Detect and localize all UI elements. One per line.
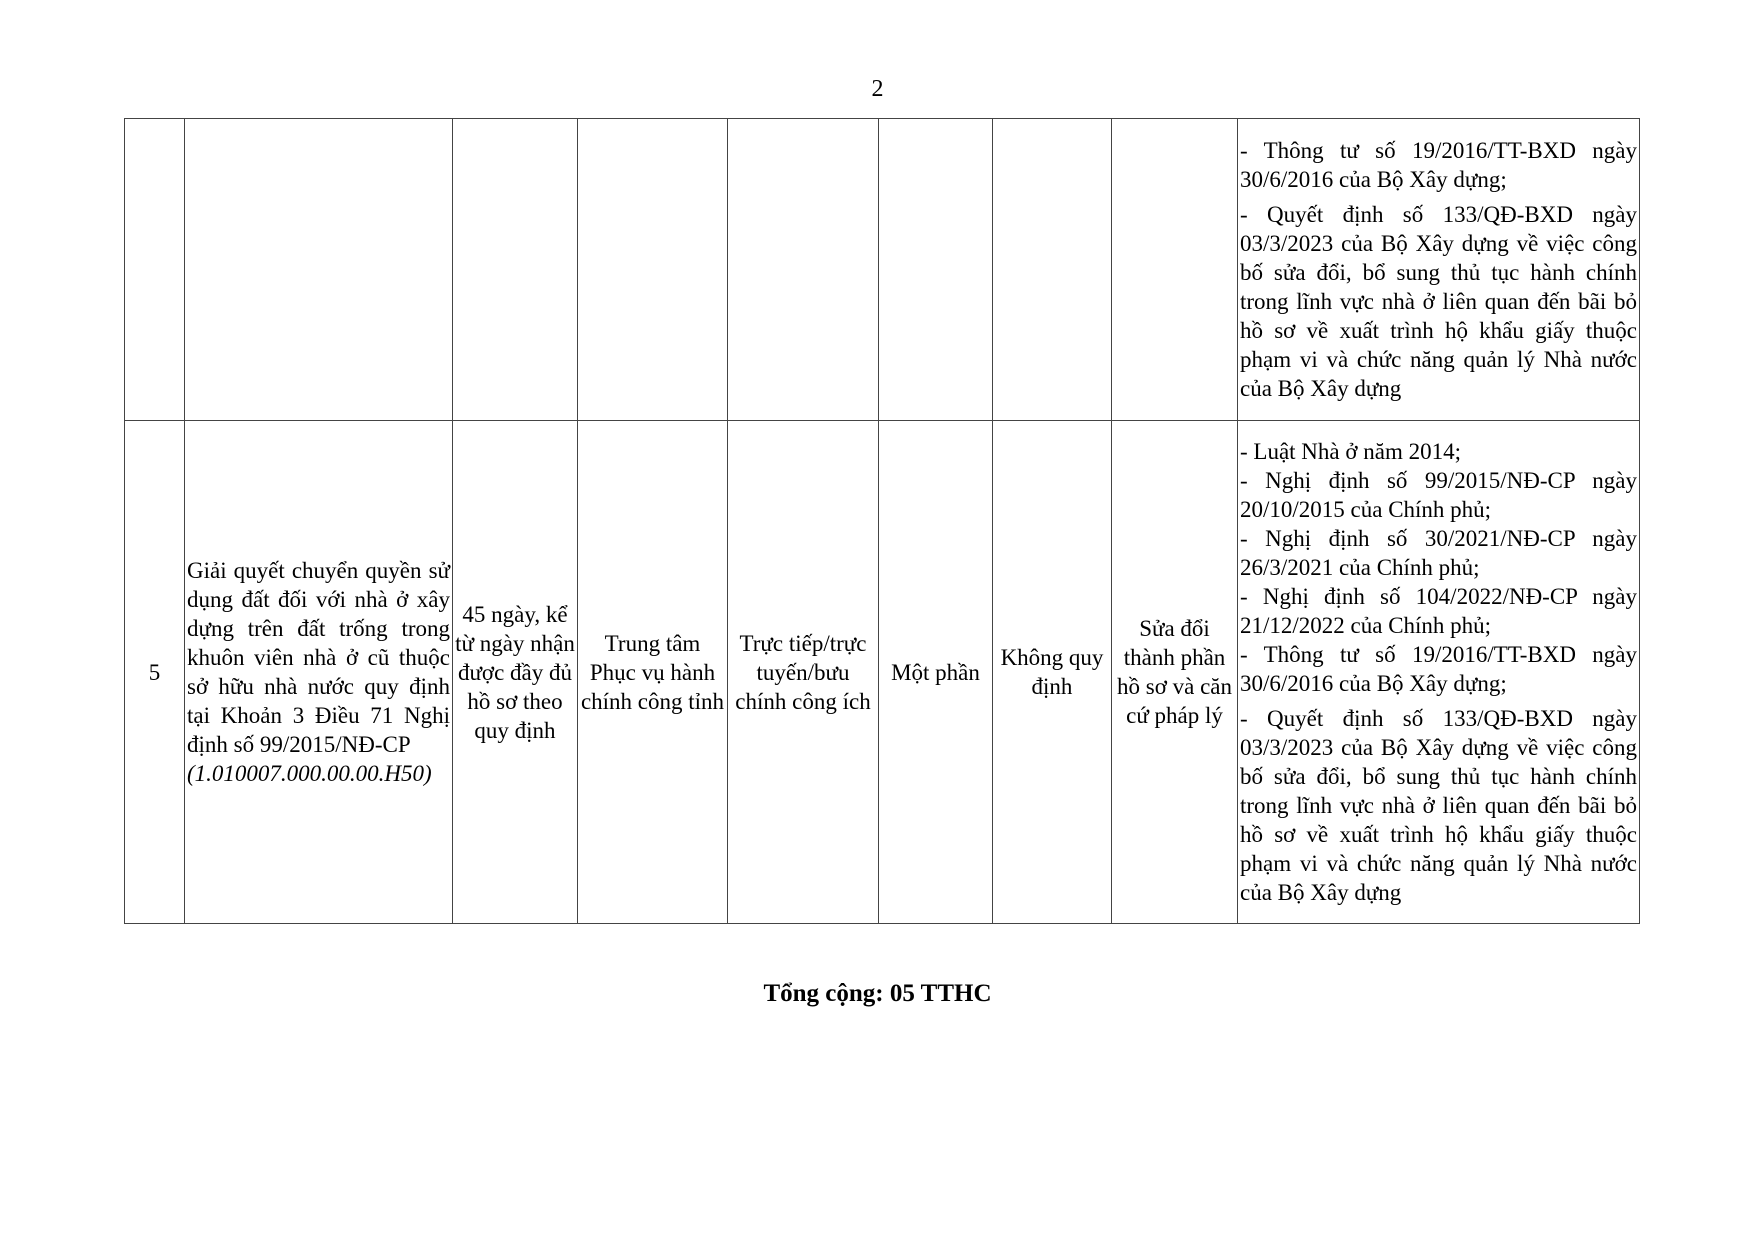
stt-cell: 5 — [125, 421, 185, 924]
change-content-cell: Sửa đổi thành phần hồ sơ và căn cứ pháp lý — [1112, 421, 1238, 924]
legal-basis-item: - Thông tư số 19/2016/TT-BXD ngày 30/6/2016 của Bộ Xây dựng; — [1240, 138, 1637, 192]
legal-basis-item: - Thông tư số 19/2016/TT-BXD ngày 30/6/2016 của Bộ Xây dựng; — [1240, 642, 1637, 696]
table-row — [125, 421, 1640, 924]
method-cell — [728, 119, 879, 421]
implementing-place-cell: Trung tâm Phục vụ hành chính công tỉnh — [578, 421, 728, 924]
fee-cell — [993, 119, 1112, 421]
table-row — [125, 119, 1640, 421]
fee-cell: Không quy định — [993, 421, 1112, 924]
legal-basis-cell — [1238, 421, 1640, 924]
legal-basis-item: - Quyết định số 133/QĐ-BXD ngày 03/3/2023 của Bộ Xây dựng về việc công bố sửa đổi, bổ sung thủ tục hành chính trong lĩnh vực nhà ở liên quan đến bãi bỏ hồ sơ về xuất trình hộ khẩu giấy thuộc phạm vi và chức năng quản lý Nhà nước của Bộ Xây dựng — [1240, 202, 1637, 401]
total-summary: Tổng cộng: 05 TTHC — [763, 980, 992, 1007]
legal-basis-item: - Nghị định số 99/2015/NĐ-CP ngày 20/10/2015 của Chính phủ; — [1240, 468, 1637, 522]
method-cell: Trực tiếp/trực tuyến/bưu chính công ích — [728, 421, 879, 924]
procedures-table — [124, 118, 1640, 924]
online-level-cell — [879, 119, 993, 421]
processing-time-cell — [453, 119, 578, 421]
procedure-name: Giải quyết chuyển quyền sử dụng đất đối với nhà ở xây dựng trên đất trống trong khuôn viên nhà ở cũ thuộc sở hữu nhà nước quy định tại Khoản 3 Điều 71 Nghị định số 99/2015/NĐ-CP — [187, 558, 450, 757]
legal-basis-item: - Nghị định số 30/2021/NĐ-CP ngày 26/3/2021 của Chính phủ; — [1240, 526, 1637, 580]
procedure-name-cell — [185, 119, 453, 421]
online-level-cell: Một phần — [879, 421, 993, 924]
processing-time-cell: 45 ngày, kể từ ngày nhận được đầy đủ hồ sơ theo quy định — [453, 421, 578, 924]
legal-basis-item: - Luật Nhà ở năm 2014; — [1240, 439, 1462, 464]
change-content-cell — [1112, 119, 1238, 421]
implementing-place-cell — [578, 119, 728, 421]
procedure-code: (1.010007.000.00.00.H50) — [187, 761, 432, 786]
legal-basis-item: - Quyết định số 133/QĐ-BXD ngày 03/3/2023 của Bộ Xây dựng về việc công bố sửa đổi, bổ sung thủ tục hành chính trong lĩnh vực nhà ở liên quan đến bãi bỏ hồ sơ về xuất trình hộ khẩu giấy thuộc phạm vi và chức năng quản lý Nhà nước của Bộ Xây dựng — [1240, 706, 1637, 905]
legal-basis-item: - Nghị định số 104/2022/NĐ-CP ngày 21/12/2022 của Chính phủ; — [1240, 584, 1637, 638]
page-number: 2 — [871, 76, 884, 102]
stt-cell — [125, 119, 185, 421]
procedure-name-cell — [185, 421, 453, 924]
legal-basis-cell — [1238, 119, 1640, 421]
